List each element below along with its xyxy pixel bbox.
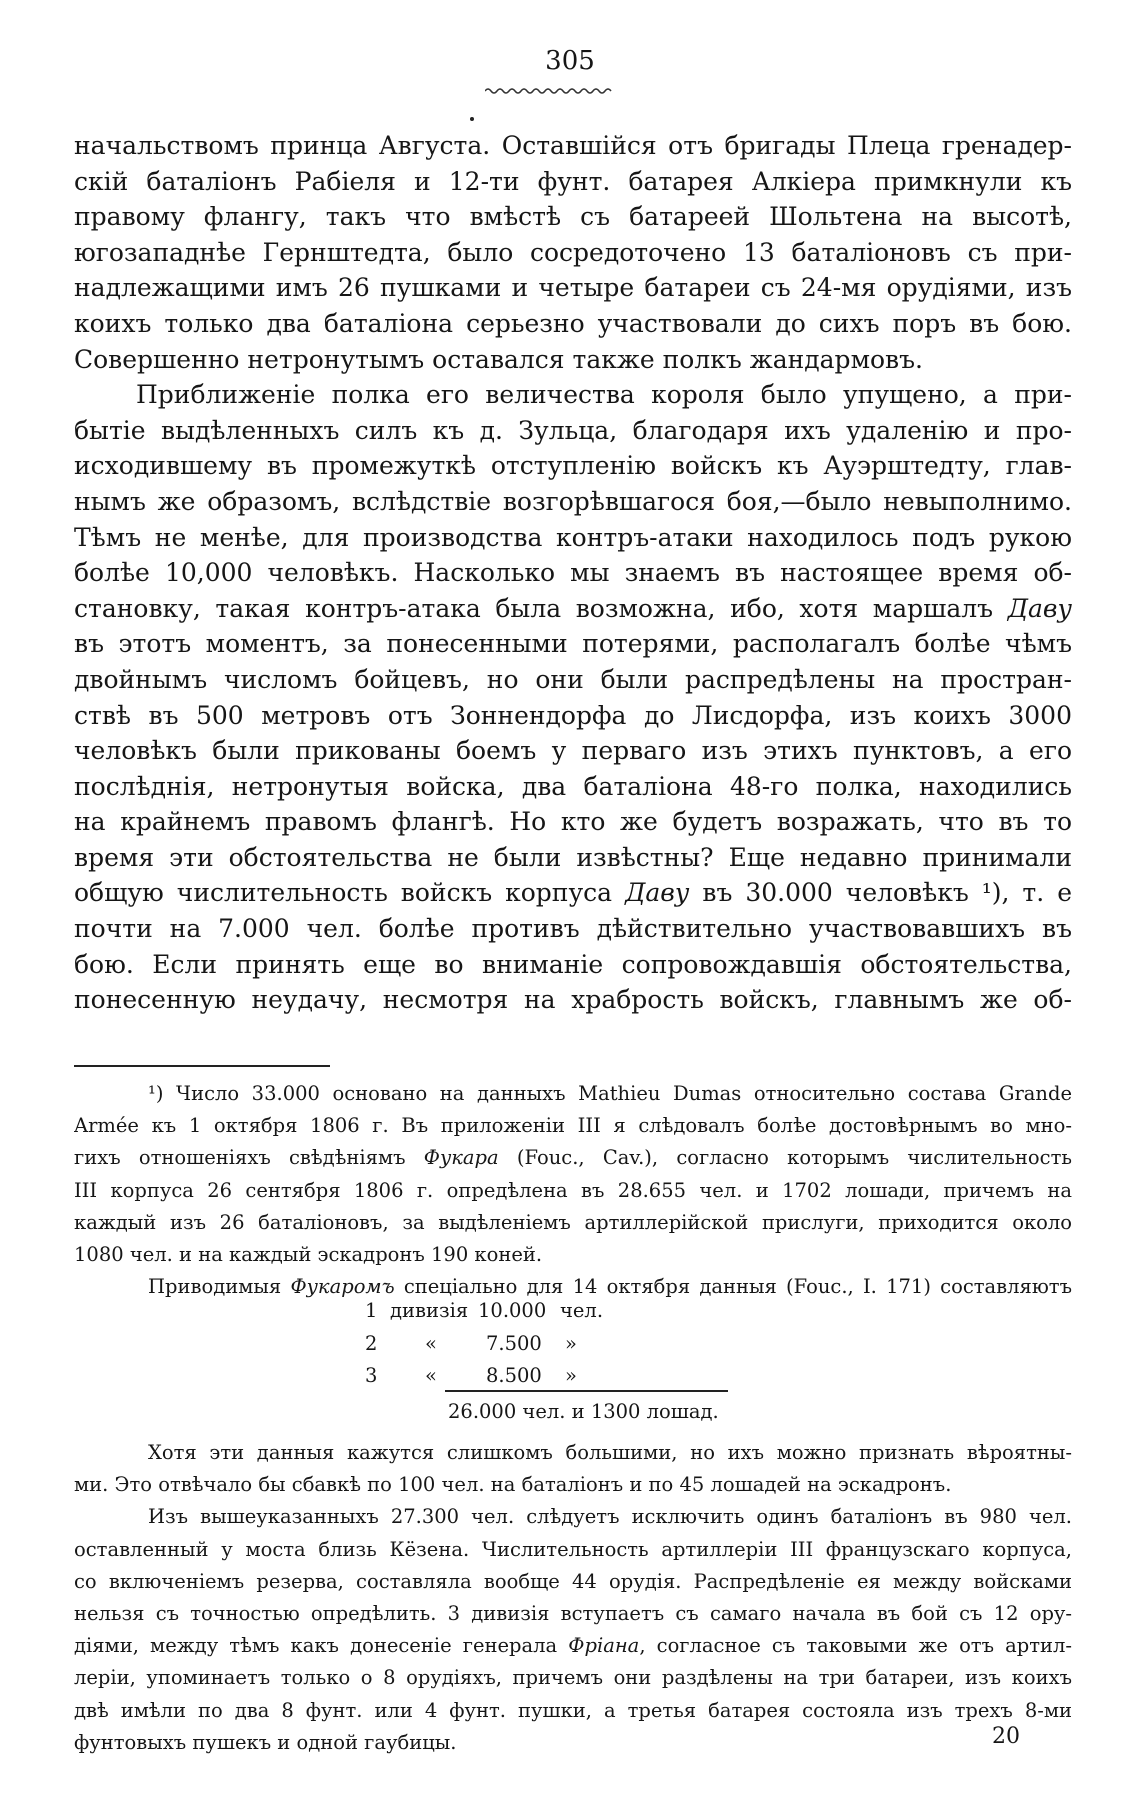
text-segment: Приводимыя (148, 1275, 291, 1299)
division-number: 3 (365, 1364, 378, 1387)
text-line: бою. Если принять еще во вниманіе сопровождавшія обстоятельства, (74, 949, 1072, 979)
text-line: надлежащими имъ 26 пушками и четыре батареи съ 24-мя орудіями, изъ (74, 273, 1072, 303)
division-value: 7.500 (486, 1332, 542, 1355)
text-segment: (Fouc., Cav.), согласно которымъ числительность (498, 1146, 1072, 1170)
footnote-line: III корпуса 26 сентября 1806 г. опредѣлена въ 28.655 чел. и 1702 лошади, причемъ на (74, 1178, 1072, 1202)
footnote-line: нельзя съ точностью опредѣлить. 3 дивизія вступаетъ съ самаго начала въ бой съ 12 ору- (74, 1602, 1072, 1626)
footnote-continued (74, 1437, 1072, 1759)
page-number: 305 (545, 46, 595, 76)
division-unit: » (565, 1332, 577, 1355)
text-segment: діями, между тѣмъ какъ донесеніе генерала (74, 1634, 569, 1658)
text-line: бытіе выдѣленныхъ силъ къ д. Зульца, благодаря ихъ удаленію и про- (74, 415, 1072, 445)
text-line: въ этотъ моментъ, за понесенными потерями, располагалъ болѣе чѣмъ (74, 629, 1072, 659)
division-value: 10.000 (478, 1299, 547, 1322)
table-sum-rule (445, 1390, 728, 1392)
footnote-line: Хотя эти данныя кажутся слишкомъ большими, но ихъ можно признать вѣроятны- (148, 1441, 1072, 1464)
text-line: начальствомъ принца Августа. Оставшійся отъ бригады Плеца гренадер- (74, 131, 1072, 160)
person-name: Даву (625, 878, 690, 908)
text-line: Совершенно нетронутымъ оставался также полкъ жандармовъ. (74, 344, 923, 374)
footnote-line: оставленный у моста близь Кёзена. Числительность артиллеріи III французскаго корпуса, (74, 1537, 1072, 1561)
footnote-line: каждый изъ 26 баталіоновъ, за выдѣленіемъ артиллерійской прислуги, приходится около (74, 1210, 1072, 1234)
text-line: скій баталіонъ Рабіеля и 12-ти фунт. батарея Алкіера примкнули къ (74, 166, 1072, 196)
text-line: время эти обстоятельства не были извѣстны? Еще недавно принимали (74, 842, 1072, 872)
footnote-line: леріи, упоминаетъ только о 8 орудіяхъ, причемъ они раздѣлены на три батареи, изъ коихъ (74, 1666, 1072, 1690)
main-text (74, 128, 1072, 1018)
footnote-line: фунтовыхъ пушекъ и одной гаубицы. (74, 1730, 457, 1754)
footnote (74, 1078, 1072, 1303)
text-segment: становку, такая контръ-атака была возможна, ибо, хотя маршалъ (74, 593, 1008, 623)
text-line: понесенную неудачу, несмотря на храбрость войскъ, главнымъ же об- (74, 985, 1072, 1015)
text-line: на крайнемъ правомъ флангѣ. Но кто же будетъ возражать, что въ то (74, 807, 1072, 837)
text-line: исходившему въ промежуткѣ отступленію войскъ къ Ауэрштедту, глав- (74, 451, 1072, 481)
footnote-line: двѣ имѣли по два 8 фунт. или 4 фунт. пушки, а третья батарея состояла изъ трехъ 8-ми (74, 1698, 1072, 1722)
text-line: нымъ же образомъ, вслѣдствіе возгорѣвшагося боя,—было невыполнимо. (74, 486, 1072, 516)
text-line: коихъ только два баталіона серьезно участвовали до сихъ поръ въ бою. (74, 308, 1072, 338)
text-segment: въ 30.000 человѣкъ ¹), т. е (689, 878, 1072, 908)
text-line: ствѣ въ 500 метровъ отъ Зоннендорфа до Лисдорфа, изъ коихъ 3000 (74, 700, 1072, 730)
footnote-line (74, 1142, 1072, 1174)
table-total: 26.000 чел. и 1300 лошад. (448, 1400, 719, 1423)
footnote-divider (74, 1065, 330, 1067)
text-line: Приближеніе полка его величества короля было упущено, а при- (136, 380, 1072, 410)
division-value: 8.500 (486, 1364, 542, 1387)
footnote-line: 1080 чел. и на каждый эскадронъ 190 коней. (74, 1243, 543, 1267)
division-number: 1 (365, 1299, 378, 1322)
text-segment: спеціально для 14 октября данныя (Fouc., I. 171) составляютъ (394, 1275, 1072, 1299)
text-line: человѣкъ были прикованы боемъ у перваго изъ этихъ пунктовъ, а его (74, 736, 1072, 766)
text-line: Тѣмъ не менѣе, для производства контръ-атаки находилось подъ рукою (74, 522, 1072, 552)
division-label: « (425, 1364, 437, 1387)
division-label: дивизія (390, 1299, 469, 1322)
person-name: Фріана (568, 1634, 640, 1658)
division-label: « (425, 1332, 437, 1355)
text-line: правому флангу, такъ что вмѣстѣ съ батареей Шольтена на высотѣ, (74, 202, 1072, 232)
person-name: Даву (1007, 593, 1072, 623)
ink-dot (470, 117, 474, 121)
text-segment: , согласное съ таковыми же отъ артил- (639, 1634, 1072, 1658)
footnote-line: ¹) Число 33.000 основано на данныхъ Mathieu Dumas относительно состава Grande (148, 1082, 1072, 1105)
header-ornament (485, 86, 615, 96)
text-line: югозападнѣе Гернштедта, было сосредоточено 13 баталіоновъ съ при- (74, 237, 1072, 267)
signature-mark: 20 (992, 1724, 1020, 1749)
footnote-line (74, 1630, 1072, 1662)
text-line: болѣе 10,000 человѣкъ. Насколько мы знаемъ въ настоящее время об- (74, 558, 1072, 588)
text-segment: гихъ отношеніяхъ свѣдѣніямъ (74, 1146, 424, 1170)
text-line (74, 875, 1072, 911)
text-segment: общую числительность войскъ корпуса (74, 878, 626, 908)
division-unit: » (565, 1364, 577, 1387)
text-line (74, 591, 1072, 627)
footnote-line: со включеніемъ резерва, составляла вообще 44 орудія. Распредѣленіе ея между войсками (74, 1569, 1072, 1593)
footnote-line: ми. Это отвѣчало бы сбавкѣ по 100 чел. на баталіонъ и по 45 лошадей на эскадронъ. (74, 1473, 952, 1497)
text-line: послѣднія, нетронутыя войска, два баталіона 48-го полка, находились (74, 771, 1072, 801)
footnote-line: Armée къ 1 октября 1806 г. Въ приложеніи III я слѣдовалъ болѣе достовѣрнымъ во мно- (74, 1114, 1072, 1138)
division-unit: чел. (560, 1299, 604, 1322)
text-line: двойнымъ числомъ бойцевъ, но они были распредѣлены на простран- (74, 664, 1072, 694)
person-name: Фукара (423, 1146, 499, 1170)
person-name: Фукаромъ (290, 1275, 395, 1299)
footnote-line: Изъ вышеуказанныхъ 27.300 чел. слѣдуетъ исключить одинъ баталіонъ въ 980 чел. (148, 1505, 1072, 1529)
division-number: 2 (365, 1332, 378, 1355)
text-line: почти на 7.000 чел. болѣе противъ дѣйствительно участвовавшихъ въ (74, 914, 1072, 944)
